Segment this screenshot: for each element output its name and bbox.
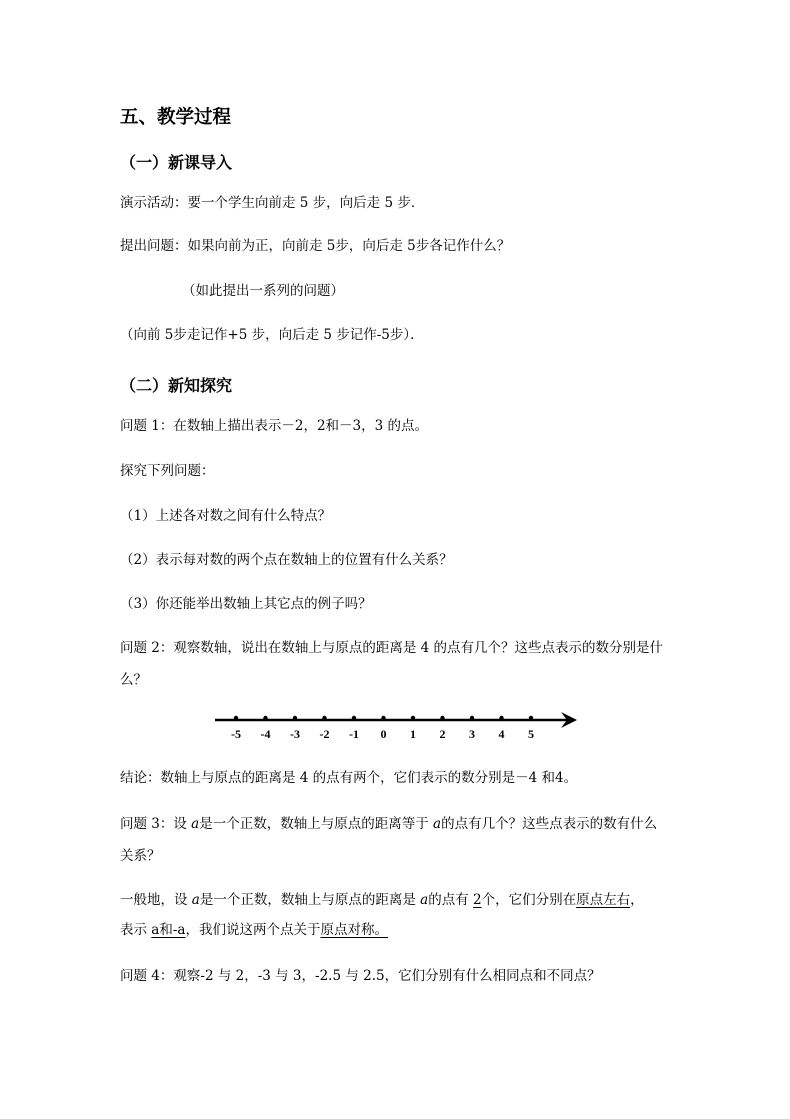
tick-label: 3 [469, 727, 475, 741]
tick-mark [263, 716, 267, 720]
question-1: 问题 1：在数轴上描出表示－2，2和－3，3 的点。 [120, 418, 429, 434]
tick-label: 5 [528, 727, 534, 741]
g-text-b: 是一个正数，数轴上与原点的距离是 [199, 892, 421, 908]
g2-text-b: ，我们说这两个点关于 [185, 922, 321, 938]
tick-label: -3 [290, 727, 300, 741]
conclusion: 结论：数轴上与原点的距离是 4 的点有两个，它们表示的数分别是－4 和4。 [120, 770, 578, 786]
q3-text-a: 问题 3：设 [120, 816, 192, 832]
heading-new-knowledge: （二）新知探究 [120, 376, 233, 395]
tick-mark [499, 716, 503, 720]
tick-mark [322, 716, 326, 720]
tick-mark [529, 716, 533, 720]
tick-label: -2 [319, 727, 330, 741]
g-text-a: 一般地，设 [120, 892, 192, 908]
sub-question-2: （2）表示每对数的两个点在数轴上的位置有什么关系？ [120, 552, 453, 568]
g-var-a2: a [420, 892, 429, 908]
tick-label: 2 [439, 727, 446, 741]
q3-var-a: a [191, 816, 200, 832]
paragraph-question: 提出问题：如果向前为正，向前走 5步，向后走 5步各记作什么？ [120, 238, 511, 254]
general-line-1 [120, 890, 644, 910]
tick-label: 4 [498, 727, 505, 741]
tick-label: 0 [380, 727, 387, 741]
heading-new-lesson: （一）新课导入 [120, 153, 233, 172]
blank-count: 2 [473, 892, 482, 908]
question-3-line-2: 关系？ [120, 848, 161, 864]
question-2-line-2: 么？ [120, 672, 147, 688]
q3-var-a2: a [433, 816, 442, 832]
explore-label: 探究下列问题： [120, 463, 215, 479]
number-line [205, 700, 585, 742]
sub-question-1: （1）上述各对数之间有什么特点？ [120, 508, 332, 524]
g-text-d: 个，它们分别在 [481, 892, 577, 908]
tick-mark [352, 716, 356, 720]
tick-mark [411, 716, 415, 720]
question-2-line-1: 问题 2：观察数轴，说出在数轴上与原点的距离是 4 的点有几个？这些点表示的数分别是什 [120, 640, 664, 656]
tick-mark [470, 716, 474, 720]
g2-text-a: 表示 [120, 922, 152, 938]
paragraph-demo: 演示活动：要一个学生向前走 5 步，向后走 5 步． [120, 195, 425, 211]
blank-values: a和-a [151, 922, 186, 938]
tick-label: -4 [260, 727, 271, 741]
paragraph-note: （如此提出一系列的问题） [182, 283, 344, 299]
tick-label: -5 [231, 727, 241, 741]
paragraph-answer: （向前 5步走记作+5 步，向后走 5 步记作-5步）． [120, 327, 424, 343]
tick-mark [293, 716, 297, 720]
q3-text-b: 是一个正数，数轴上与原点的距离等于 [199, 816, 434, 832]
blank-position: 原点左右 [576, 892, 631, 908]
tick-label: -1 [349, 727, 359, 741]
q3-text-c: 的点有几个？这些点表示的数有什么 [441, 816, 658, 832]
tick-mark [381, 716, 385, 720]
question-4: 问题 4：观察-2 与 2，-3 与 3，-2.5 与 2.5，它们分别有什么相同点和不同点？ [120, 968, 601, 984]
g-var-a: a [191, 892, 200, 908]
tick-label: 1 [410, 727, 416, 741]
section-title: 五、教学过程 [120, 107, 232, 128]
tick-mark [234, 716, 238, 720]
g-text-e: ， [630, 892, 644, 908]
blank-symmetry: 原点对称。 [320, 922, 388, 938]
g-text-c: 的点有 [428, 892, 474, 908]
sub-question-3: （3）你还能举出数轴上其它点的例子吗？ [120, 596, 372, 612]
tick-mark [440, 716, 444, 720]
question-3-line-1 [120, 814, 657, 834]
general-line-2 [120, 920, 388, 940]
